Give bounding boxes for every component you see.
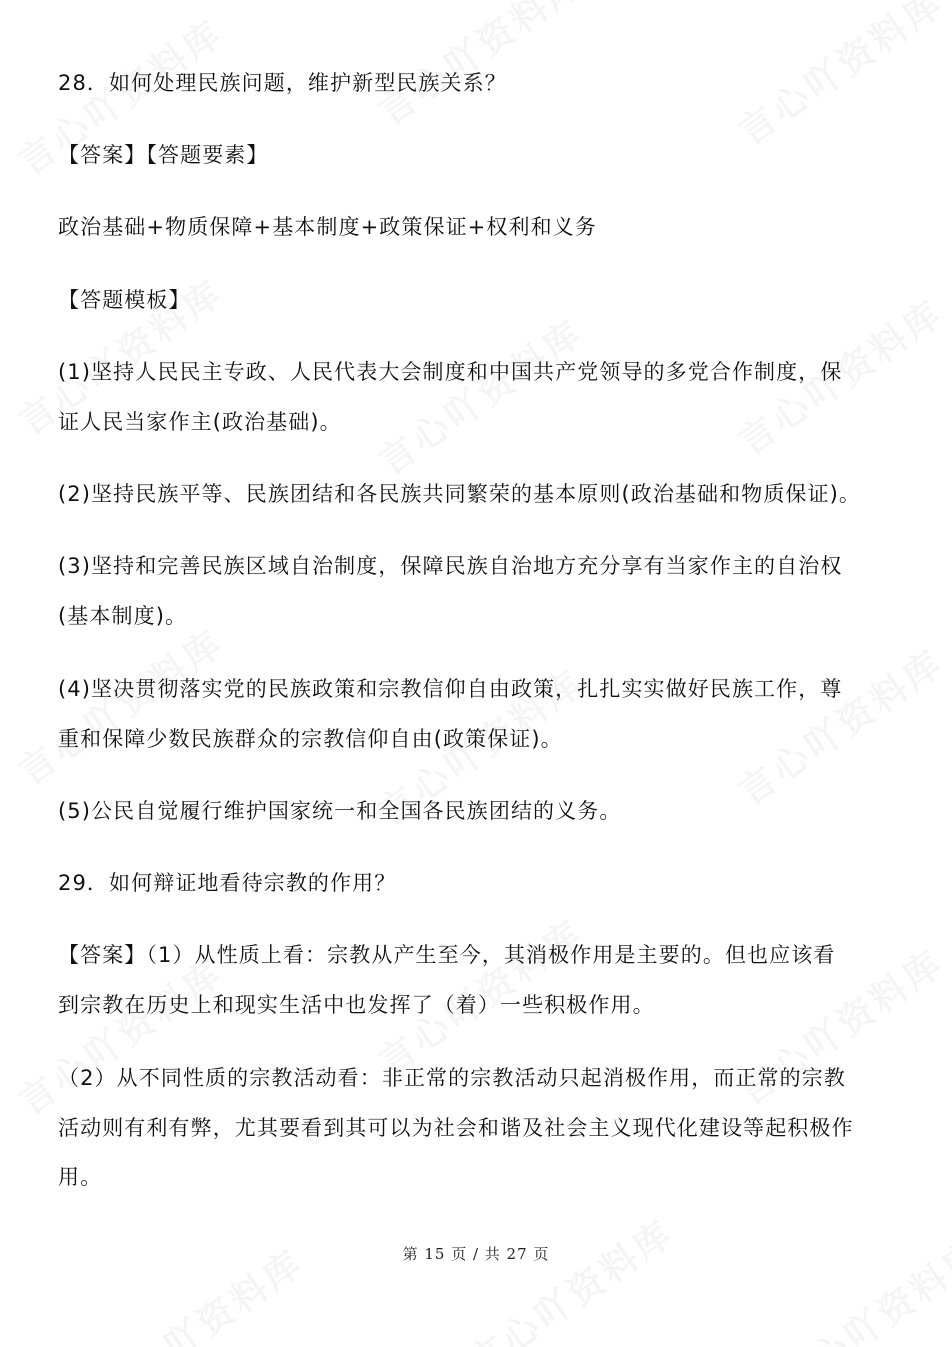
question-29-title: 29．如何辩证地看待宗教的作用？ xyxy=(58,871,397,895)
page-number-footer: 第 15 页 / 共 27 页 xyxy=(402,1245,550,1263)
point-1-line-2: 证人民当家作主(政治基础)。 xyxy=(58,410,342,434)
point-3-line-1: (3)坚持和完善民族区域自治制度，保障民族自治地方充分享有当家作主的自治权 xyxy=(58,554,843,578)
watermark-text xyxy=(367,306,593,485)
watermark-text xyxy=(7,946,233,1125)
point-1-line-1: (1)坚持人民民主专政、人民代表大会制度和中国共产党领导的多党合作制度，保 xyxy=(58,360,843,384)
answer-29-p1-line-2: 到宗教在历史上和现实生活中也发挥了（着）一些积极作用。 xyxy=(58,993,655,1017)
answer-29-p2-line-3: 用。 xyxy=(58,1165,103,1189)
answer-label: 【答案】【答题要素】 xyxy=(58,143,269,167)
answer-29-p1-line-1: 【答案】（1）从性质上看：宗教从产生至今，其消极作用是主要的。但也应该看 xyxy=(58,943,836,967)
answer-29-p2-line-2: 活动则有利有弊，尤其要看到其可以为社会和谐及社会主义现代化建设等起积极作 xyxy=(58,1116,854,1140)
point-2: (2)坚持民族平等、民族团结和各民族共同繁荣的基本原则(政治基础和物质保证)。 xyxy=(58,482,862,506)
watermark-text xyxy=(457,1206,683,1347)
point-4-line-1: (4)坚决贯彻落实党的民族政策和宗教信仰自由政策，扎扎实实做好民族工作，尊 xyxy=(58,677,843,701)
question-28-title: 28．如何处理民族问题，维护新型民族关系？ xyxy=(58,71,507,95)
point-5: (5)公民自觉履行维护国家统一和全国各民族团结的义务。 xyxy=(58,799,622,823)
template-label: 【答题模板】 xyxy=(58,288,191,312)
answer-29-p2-line-1: （2）从不同性质的宗教活动看：非正常的宗教活动只起消极作用，而正常的宗教 xyxy=(58,1066,846,1090)
answer-elements: 政治基础+物质保障+基本制度+政策保证+权利和义务 xyxy=(58,215,597,239)
point-4-line-2: 重和保障少数民族群众的宗教信仰自由(政策保证)。 xyxy=(58,727,563,751)
point-3-line-2: (基本制度)。 xyxy=(58,604,188,628)
watermark-text xyxy=(7,616,233,795)
